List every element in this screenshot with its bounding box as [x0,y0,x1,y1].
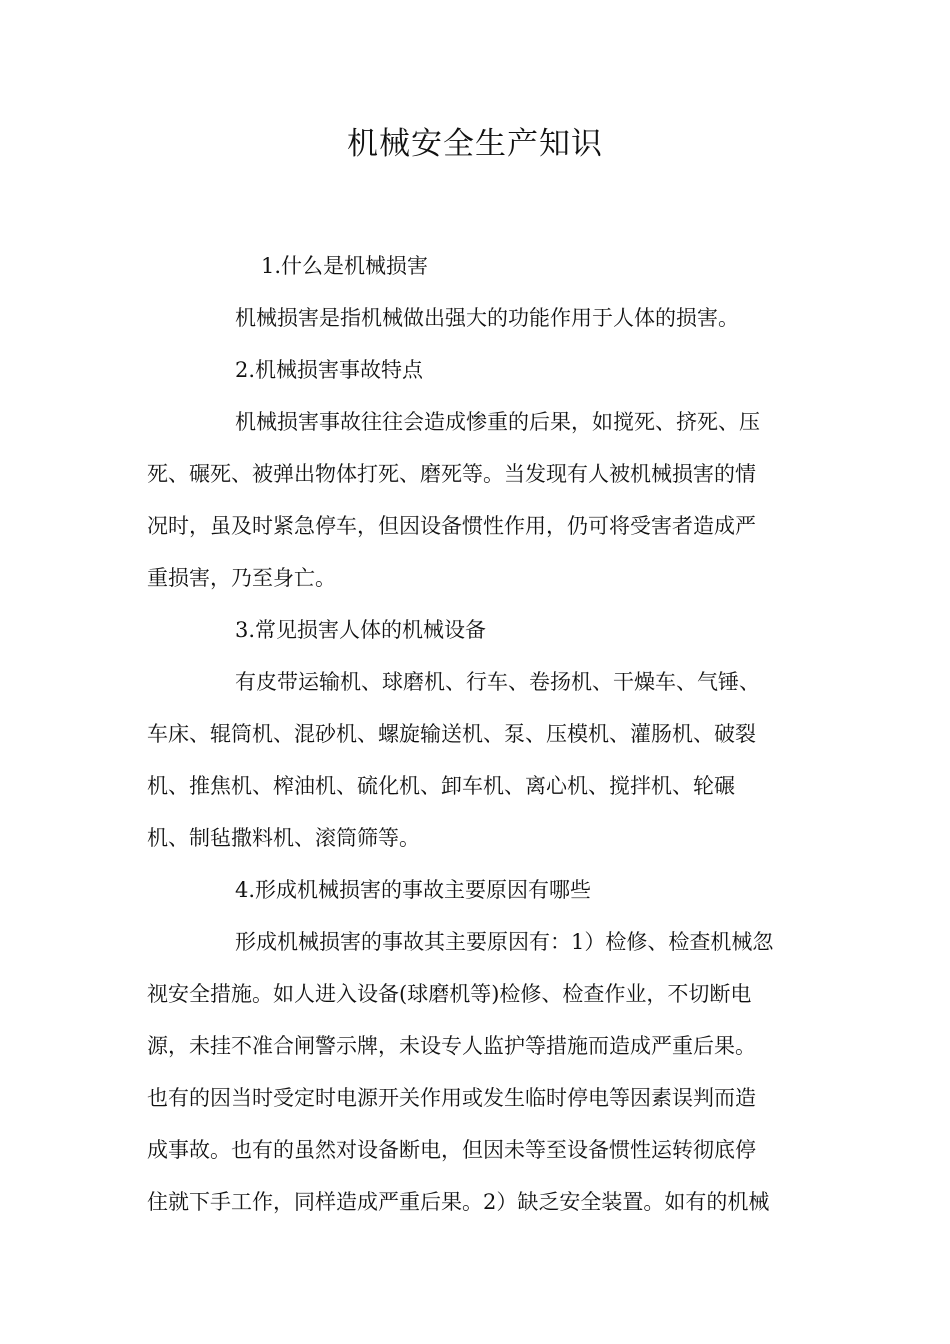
paragraph-line: 机、推焦机、榨油机、硫化机、卸车机、离心机、搅拌机、轮碾 [147,774,735,798]
section-heading-2: 2.机械损害事故特点 [235,358,424,382]
paragraph-line: 也有的因当时受定时电源开关作用或发生临时停电等因素误判而造 [147,1086,756,1110]
paragraph-line: 源，未挂不准合闸警示牌，未设专人监护等措施而造成严重后果。 [147,1034,756,1058]
paragraph-line: 重损害，乃至身亡。 [147,566,336,590]
paragraph-line: 有皮带运输机、球磨机、行车、卷扬机、干燥车、气锤、 [235,670,760,694]
section-heading-1: 1.什么是机械损害 [261,254,429,278]
document-title: 机械安全生产知识 [347,126,603,162]
paragraph-line: 死、碾死、被弹出物体打死、磨死等。当发现有人被机械损害的情 [147,462,756,486]
paragraph-line: 机械损害是指机械做出强大的功能作用于人体的损害。 [235,306,739,330]
section-paragraph-2 [147,396,813,604]
section-heading-4: 4.形成机械损害的事故主要原因有哪些 [235,878,592,902]
paragraph-line: 况时，虽及时紧急停车，但因设备惯性作用，仍可将受害者造成严 [147,514,756,538]
document-body [147,240,813,1228]
paragraph-line: 形成机械损害的事故其主要原因有：1）检修、检查机械忽 [235,930,774,954]
section-heading-3: 3.常见损害人体的机械设备 [235,618,487,642]
section-paragraph-1 [147,292,813,344]
section-paragraph-3 [147,656,813,864]
paragraph-line: 成事故。也有的虽然对设备断电，但因未等至设备惯性运转彻底停 [147,1138,756,1162]
paragraph-line: 机、制毡撒料机、滚筒筛等。 [147,826,420,850]
paragraph-line: 住就下手工作，同样造成严重后果。2）缺乏安全装置。如有的机械 [147,1190,770,1214]
section-paragraph-4 [147,916,813,1228]
paragraph-line: 车床、辊筒机、混砂机、螺旋输送机、泵、压模机、灌肠机、破裂 [147,722,756,746]
paragraph-line: 视安全措施。如人进入设备(球磨机等)检修、检查作业，不切断电 [147,982,752,1006]
paragraph-line: 机械损害事故往往会造成惨重的后果，如搅死、挤死、压 [235,410,760,434]
